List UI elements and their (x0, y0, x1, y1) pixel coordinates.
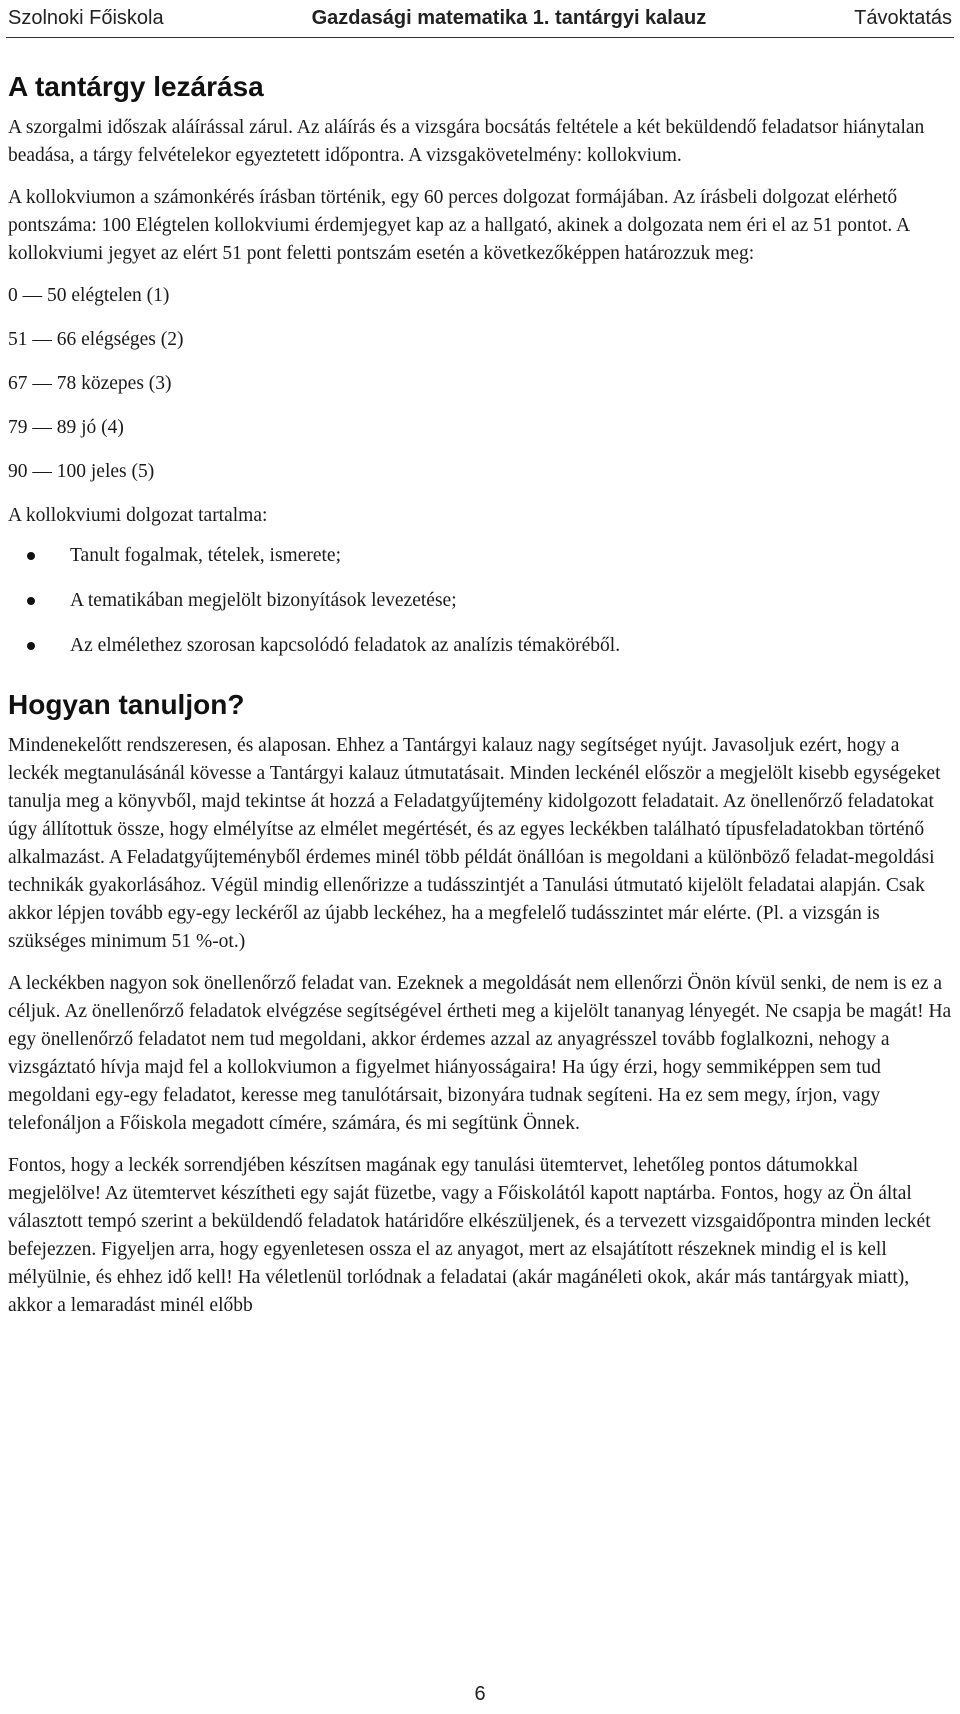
bullet-icon (27, 552, 35, 560)
header-institution: Szolnoki Főiskola (8, 6, 164, 29)
list-item (8, 632, 954, 660)
list-item (8, 587, 954, 615)
bullet-icon (27, 597, 35, 605)
list-item-text: Az elmélethez szorosan kapcsolódó feladatok az analízis témaköréből. (70, 635, 621, 656)
grade-item: 67 — 78 közepes (3) (8, 373, 172, 394)
paragraph-signature: A szorgalmi időszak aláírással zárul. Az aláírás és a vizsgára bocsátás feltétele a két beküldendő feladatsor hiánytalan beadása, a tárgy felvételekor egyeztetett időpontra. A vizsgakövetelmény: kollokvium. (8, 117, 925, 166)
list-item (8, 542, 954, 570)
exam-content-intro: A kollokviumi dolgozat tartalma: (8, 505, 268, 526)
grade-item: 90 — 100 jeles (5) (8, 461, 155, 482)
header-course-title: Gazdasági matematika 1. tantárgyi kalauz (311, 6, 707, 29)
header-study-mode: Távoktatás (854, 6, 952, 29)
grade-item: 0 — 50 elégtelen (1) (8, 285, 170, 306)
page-header (8, 0, 952, 36)
document-body (8, 70, 954, 1320)
paragraph-self-check: A leckékben nagyon sok önellenőrző feladat van. Ezeknek a megoldását nem ellenőrzi Önön kívül senki, de nem is ez a céljuk. Az önellenőrző feladatok elvégzése segítségével értheti meg a kijelölt tananyag lényegét. Ne csapja be magát! Ha egy önellenőrző feladatot nem tud megoldani, akkor érdemes azzal az anyagrésszel tovább foglalkozni, nehogy a vizsgáztató hívja majd fel a kollokviumon a figyelmet hiányosságaira! Ha úgy érzi, hogy semmiképpen sem tud megoldani egy-egy feladatot, keresse meg tanulótársait, bizonyára tudnak segíteni. Ha ez sem megy, írjon, vagy telefonáljon a Főiskola megadott címére, számára, és mi segítünk Önnek. (8, 973, 952, 1134)
paragraph-schedule: Fontos, hogy a leckék sorrendjében készítsen magának egy tanulási ütemtervet, lehetőleg pontos dátumokkal megjelölve! Az ütemtervet készítheti egy saját füzetbe, vagy a Főiskolától kapott naptárba. Fontos, hogy az Ön által választott tempó szerint a beküldendő feladatok határidőre elkészüljenek, és a tervezett vizsgaidőpontra minden leckét befejezzen. Figyeljen arra, hogy egyenletesen ossza el az anyagot, mert az elsajátított részeknek mindig el is kell mélyülnie, és ehhez idő kell! Ha véletlenül torlódnak a feladatai (akár magánéleti okok, akár más tantárgyak miatt), akkor a lemaradást minél előbb (8, 1155, 931, 1316)
section-title-how-to-learn: Hogyan tanuljon? (8, 689, 245, 720)
grade-scale (8, 282, 954, 486)
list-item-text: A tematikában megjelölt bizonyítások levezetése; (70, 590, 457, 611)
header-divider (6, 37, 954, 38)
grade-item: 79 — 89 jó (4) (8, 417, 124, 438)
paragraph-exam: A kollokviumon a számonkérés írásban történik, egy 60 perces dolgozat formájában. Az írásbeli dolgozat elérhető pontszáma: 100 Elégtelen kollokviumi érdemjegyet kap az a hallgató, akinek a dolgozata nem éri el az 51 pontot. A kollokviumi jegyet az elért 51 pont feletti pontszám esetén a következőképpen határozzuk meg: (8, 187, 910, 264)
exam-content-list (8, 542, 954, 660)
grade-item: 51 — 66 elégséges (2) (8, 329, 184, 350)
page-number: 6 (474, 1683, 486, 1705)
list-item-text: Tanult fogalmak, tételek, ismerete; (70, 545, 341, 566)
paragraph-method: Mindenekelőtt rendszeresen, és alaposan. Ehhez a Tantárgyi kalauz nagy segítséget nyújt. Javasoljuk ezért, hogy a leckék megtanulásánál kövesse a Tantárgyi kalauz útmutatásait. Minden leckénél először a megjelölt kisebb egységeket tanulja meg a könyvből, majd tekintse át hozzá a Feladatgyűjtemény kidolgozott feladatait. Az önellenőrző feladatokat úgy állítottuk össze, hogy elmélyítse az elmélet megértését, és az egyes leckékben található típusfeladatokban történő alkalmazást. A Feladatgyűjteményből érdemes minél több példát önállóan is megoldani a különböző feladat-megoldási technikák gyakorlásához. Végül mindig ellenőrizze a tudásszintjét a Tanulási útmutató kijelölt feladatai alapján. Csak akkor lépjen tovább egy-egy leckéről az újabb leckéhez, ha a megfelelő tudásszintet már elérte. (Pl. a vizsgán is szükséges minimum 51 %-ot.) (8, 735, 941, 952)
section-title-closing: A tantárgy lezárása (8, 71, 264, 102)
bullet-icon (27, 642, 35, 650)
